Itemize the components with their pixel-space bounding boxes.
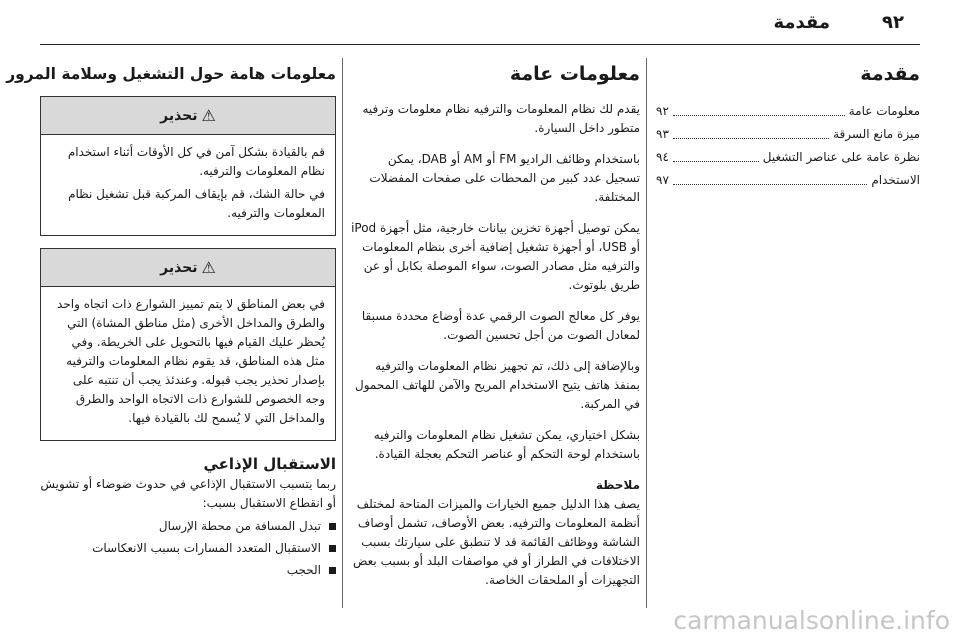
warning-body [41,135,335,235]
square-bullet-icon [329,567,336,574]
list-item [40,559,336,581]
toc-title: مقدمة [860,63,920,85]
list-item-text: تبدل المسافة من محطة الإرسال [158,519,321,533]
header-rule [40,44,920,45]
toc-item[interactable] [656,100,920,123]
toc-leader [673,123,829,139]
paragraph: يوفر كل معالج الصوت الرقمي عدة أوضاع محددة مسبقا لمعادل الصوت من أجل تحسين الصوت. [361,309,640,342]
toc-item[interactable] [656,146,920,169]
note-text: يصف هذا الدليل جميع الخيارات والميزات المتاحة لمختلف أنظمة المعلومات والترفيه. بعض الأوصاف، تشمل أوصاف الشاشة ووظائف القائمة قد لا تنطبق على سيارتك بسبب الاختلافات في الطراز أو في مواصفات البلد أو بسبب بعض التجهيزات أو الملحقات الخاصة. [352,497,640,587]
toc-leader [673,146,759,162]
toc-item-label: الاستخدام [871,173,920,187]
warning-title: تحذير [160,259,198,276]
paragraph: يقدم لك نظام المعلومات والترفيه نظام معلومات وترفيه متطور داخل السيارة. [362,102,640,135]
general-info-column [350,58,640,602]
warning-header [41,97,335,135]
toc-column [656,58,920,602]
warning-text: في حالة الشك، قم بإيقاف المركبة قبل تشغيل نظام المعلومات والترفيه. [68,187,325,220]
toc-item-page: ٩٧ [656,173,669,187]
column-divider [646,58,647,608]
warning-triangle-icon: ⚠ [201,257,216,277]
site-watermark: carmanualsonline.info [673,606,950,635]
toc-item-page: ٩٤ [656,150,669,164]
toc-item-label: نظرة عامة على عناصر التشغيل [762,150,920,164]
list-item [40,537,336,559]
column-divider [342,58,343,608]
page-header [40,0,920,50]
paragraph: بشكل اختياري، يمكن تشغيل نظام المعلومات والترفيه باستخدام لوحة التحكم أو عناصر التحكم بعجلة القيادة. [373,428,640,461]
toc-item-label: ميزة مانع السرقة [833,127,920,141]
toc-leader [673,169,867,185]
list-item-text: الاستقبال المتعدد المسارات بسبب الانعكاسات [92,541,321,555]
warning-text: في بعض المناطق لا يتم تمييز الشوارع ذات اتجاه واحد والطرق والمداخل الأخرى (مثل مناطق المشاة) التي يُحظر عليك القيام فيها بالتحويل على الخريطة. وفي مثل هذه المناطق، قد يقوم نظام المعلومات والترفيه بإصدار تحذير يجب قبوله. وعندئذ يجب أن تنتبه على وجه الخصوص للشوارع ذات الاتجاه الواحد والطرق والمداخل التي لا يُسمح لك بالقيادة فيها. [57,297,325,425]
radio-reception-intro: ربما يتسبب الاستقبال الإذاعي في حدوث ضوضاء أو تشويش أو انقطاع الاستقبال بسبب: [40,477,336,510]
list-item [40,515,336,537]
running-section-title: مقدمة [773,12,830,33]
paragraph: باستخدام وظائف الراديو FM أو AM أو DAB، يمكن تسجيل عدد كبير من المحطات على صفحات المفضلات المختلفة. [369,152,640,204]
radio-reception-heading: الاستقبال الإذاعي [203,455,336,473]
warning-header [41,249,335,287]
safety-info-column [6,58,336,602]
page-number: ٩٢ [882,12,904,33]
toc-item-page: ٩٢ [656,104,669,118]
toc-item[interactable] [656,169,920,192]
safety-info-title: معلومات هامة حول التشغيل وسلامة المرور [6,65,336,83]
warning-body [41,287,335,440]
list-item-text: الحجب [286,563,321,577]
warning-triangle-icon: ⚠ [201,105,216,125]
warning-text: قم بالقيادة بشكل آمن في كل الأوقات أثناء استخدام نظام المعلومات والترفيه. [67,145,325,178]
warning-box [40,248,336,441]
toc-item[interactable] [656,123,920,146]
toc-item-page: ٩٣ [656,127,669,141]
toc-leader [673,100,845,116]
general-info-title: معلومات عامة [509,63,640,85]
radio-reception-list [40,515,336,581]
note-heading: ملاحظة [595,478,640,492]
toc-item-label: معلومات عامة [848,104,920,118]
warning-title: تحذير [160,107,198,124]
paragraph: وبالإضافة إلى ذلك، تم تجهيز نظام المعلومات والترفيه بمنفذ هاتف يتيح الاستخدام المريح والآمن للهاتف المحمول في المركبة. [355,359,640,411]
paragraph: يمكن توصيل أجهزة تخزين بيانات خارجية، مثل أجهزة iPod أو USB، أو أجهزة تشغيل إضافية أخرى بنظام المعلومات والترفيه مثل مصادر الصوت، سواء الموصلة بكابل أو عن طريق بلوتوث. [351,221,640,292]
warning-box [40,96,336,236]
square-bullet-icon [329,523,336,530]
square-bullet-icon [329,545,336,552]
